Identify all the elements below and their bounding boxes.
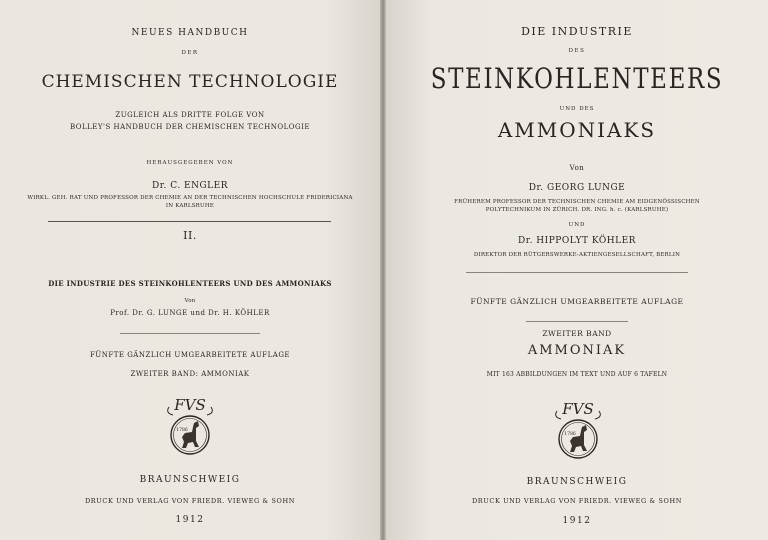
right-band: ZWEITER BAND <box>542 329 612 338</box>
publisher-mark-icon-right <box>549 397 607 463</box>
right-edition: FÜNFTE GÄNZLICH UMGEARBEITETE AUFLAGE <box>470 297 684 306</box>
left-title-line2: CHEMISCHEN TECHNOLOGIE <box>41 72 339 92</box>
right-author2: Dr. HIPPOLYT KÖHLER <box>518 236 636 246</box>
left-authors: Prof. Dr. G. LUNGE und Dr. H. KÖHLER <box>110 309 270 317</box>
right-year: 1912 <box>562 516 592 526</box>
left-title-der: DER <box>181 50 199 56</box>
publisher-mark-icon <box>161 393 219 459</box>
left-publisher: DRUCK UND VERLAG VON FRIEDR. VIEWEG & SOHN <box>84 497 296 505</box>
left-year: 1912 <box>175 515 205 525</box>
left-editor-title1: WIRKL. GEH. RAT UND PROFESSOR DER CHEMIE AN DER TECHNISCHEN HOCHSCHULE FRIDERICIANA <box>27 195 353 201</box>
left-subtitle-line2: BOLLEY'S HANDBUCH DER CHEMISCHEN TECHNOLOGIE <box>69 123 310 131</box>
left-editor-label: HERAUSGEGEBEN VON <box>146 160 234 166</box>
right-title-line3: AMMONIAKS <box>497 118 657 142</box>
right-page <box>386 0 768 540</box>
left-page <box>0 0 380 540</box>
left-mark-year: 1786 <box>176 428 188 433</box>
left-city: BRAUNSCHWEIG <box>139 475 241 485</box>
left-von: Von <box>184 298 196 304</box>
svg-text:FVS: FVS <box>174 396 206 414</box>
right-band-title: AMMONIAK <box>527 343 627 358</box>
left-editor-name: Dr. C. ENGLER <box>152 181 228 191</box>
right-title-und: UND DES <box>559 106 595 112</box>
right-rule-2 <box>526 321 628 322</box>
right-von: Von <box>569 164 585 172</box>
right-title-line2: STEINKOHLENTEERS <box>430 62 724 95</box>
right-publisher: DRUCK UND VERLAG VON FRIEDR. VIEWEG & SOHN <box>471 497 683 505</box>
left-volume-number: II. <box>183 229 197 242</box>
left-subtitle-line1: ZUGLEICH ALS DRITTE FOLGE VON <box>115 111 265 119</box>
left-edition: FÜNFTE GÄNZLICH UMGEARBEITETE AUFLAGE <box>89 351 291 359</box>
left-rule-1 <box>48 221 331 222</box>
left-band: ZWEITER BAND: AMMONIAK <box>130 370 250 378</box>
right-author1-title2: POLYTECHNIKUM IN ZÜRICH. DR. ING. h. c. (KARLSRUHE) <box>485 207 669 213</box>
left-rule-2 <box>120 333 260 334</box>
right-und: UND <box>568 222 586 228</box>
right-author1: Dr. GEORG LUNGE <box>528 183 626 193</box>
right-city: BRAUNSCHWEIG <box>526 477 628 487</box>
right-title-des: DES <box>568 48 586 54</box>
right-author2-title: DIREKTOR DER RÜTGERSWERKE-AKTIENGESELLSCHAFT, BERLIN <box>473 252 681 258</box>
right-author1-title1: FRÜHEREM PROFESSOR DER TECHNISCHEN CHEMIE AM EIDGENÖSSISCHEN <box>454 199 700 205</box>
right-illustrations: MIT 163 ABBILDUNGEN IM TEXT UND AUF 6 TAFELN <box>486 371 668 378</box>
left-title-line1: NEUES HANDBUCH <box>131 28 249 38</box>
right-rule-1 <box>466 272 688 273</box>
right-mark-year: 1786 <box>564 432 576 437</box>
left-editor-title2: IN KARLSRUHE <box>165 203 215 209</box>
svg-text:FVS: FVS <box>562 400 594 418</box>
right-title-line1: DIE INDUSTRIE <box>521 25 633 38</box>
left-volume-title: DIE INDUSTRIE DES STEINKOHLENTEERS UND DES AMMONIAKS <box>48 279 332 288</box>
